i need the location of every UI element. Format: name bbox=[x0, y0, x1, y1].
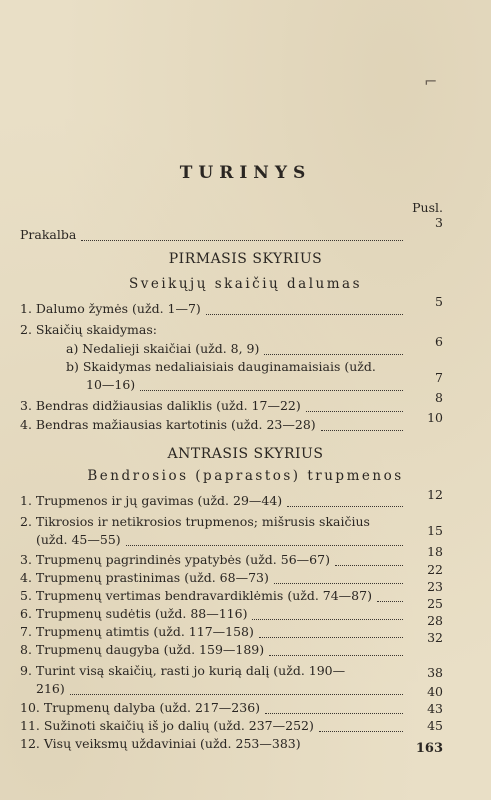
toc-entry-text: (užd. 45—55) bbox=[36, 532, 121, 547]
toc-entry[interactable] bbox=[36, 531, 406, 548]
dot-leader bbox=[321, 429, 403, 431]
toc-entry-text: 11. Sužinoti skaičių iš jo dalių (užd. 237—252) bbox=[20, 718, 314, 733]
toc-entry[interactable] bbox=[20, 300, 406, 317]
toc-entry-prakalba[interactable] bbox=[20, 226, 406, 243]
toc-entry-text: 2. Tikrosios ir netikrosios trupmenos; mišrusis skaičius bbox=[20, 514, 370, 529]
toc-entry-page: 45 bbox=[427, 718, 443, 733]
toc-entry-page: 7 bbox=[435, 370, 443, 385]
toc-entry[interactable] bbox=[66, 340, 406, 357]
dot-leader bbox=[81, 239, 403, 241]
toc-entry-page: 40 bbox=[427, 684, 443, 699]
toc-entry-text: 6. Trupmenų sudėtis (užd. 88—116) bbox=[20, 606, 248, 621]
dot-leader bbox=[140, 389, 403, 391]
toc-entry-text: 2. Skaičių skaidymas: bbox=[20, 322, 157, 337]
toc-entry[interactable] bbox=[20, 641, 406, 658]
dot-leader bbox=[319, 730, 403, 732]
part2-subtitle: Bendrosios (paprastos) trupmenos bbox=[87, 468, 404, 484]
dot-leader bbox=[206, 313, 403, 315]
dot-leader bbox=[70, 693, 403, 695]
toc-entry-text: a) Nedalieji skaičiai (užd. 8, 9) bbox=[66, 341, 260, 356]
toc-entry-text: 9. Turint visą skaičių, rasti jo kurią dalį (užd. 190— bbox=[20, 663, 346, 678]
dot-leader bbox=[287, 505, 403, 507]
dot-leader bbox=[265, 712, 403, 714]
toc-entry-text: 3. Bendras didžiausias daliklis (užd. 17—22) bbox=[20, 398, 301, 413]
toc-entry[interactable] bbox=[20, 699, 406, 716]
toc-entry-page: 12 bbox=[427, 487, 443, 502]
toc-entry-text: b) Skaidymas nedaliaisiais dauginamaisiais (užd. bbox=[66, 359, 376, 374]
toc-entry-text: 8. Trupmenų daugyba (užd. 159—189) bbox=[20, 642, 265, 657]
dot-leader bbox=[335, 564, 403, 566]
toc-entry[interactable] bbox=[20, 416, 406, 433]
page-number: 163 bbox=[415, 741, 443, 756]
dot-leader bbox=[269, 654, 403, 656]
toc-entry[interactable] bbox=[66, 358, 406, 375]
toc-entry-text: 10—16) bbox=[86, 377, 136, 392]
toc-entry-text: 216) bbox=[36, 681, 65, 696]
dot-leader bbox=[259, 636, 403, 638]
toc-entry[interactable] bbox=[20, 587, 406, 604]
toc-entry-page: 3 bbox=[435, 215, 443, 230]
toc-entry[interactable] bbox=[20, 623, 406, 640]
contents-title: TURINYS bbox=[179, 163, 312, 183]
toc-entry[interactable] bbox=[20, 717, 406, 734]
pencil-mark-icon: ⌐ bbox=[424, 72, 438, 91]
toc-entry[interactable] bbox=[20, 513, 416, 530]
dot-leader bbox=[377, 600, 403, 602]
toc-entry[interactable] bbox=[20, 662, 416, 679]
toc-entry-page: 15 bbox=[427, 523, 443, 538]
toc-entry-text: 4. Bendras mažiausias kartotinis (užd. 23—28) bbox=[20, 417, 316, 432]
toc-entry[interactable] bbox=[86, 376, 406, 393]
toc-entry-text: 5. Trupmenų vertimas bendravardiklėmis (užd. 74—87) bbox=[20, 588, 372, 603]
toc-entry-page: 25 bbox=[427, 596, 443, 611]
toc-entry-page: 22 bbox=[427, 562, 443, 577]
toc-entry-page: 43 bbox=[427, 701, 443, 716]
page-column-label: Pusl. bbox=[412, 200, 443, 215]
toc-entry-text: Prakalba bbox=[20, 227, 77, 242]
toc-entry-text: 1. Trupmenos ir jų gavimas (užd. 29—44) bbox=[20, 493, 283, 508]
toc-entry-text: 10. Trupmenų dalyba (užd. 217—236) bbox=[20, 700, 261, 715]
toc-entry[interactable] bbox=[20, 551, 406, 568]
toc-entry-page: 5 bbox=[435, 294, 443, 309]
toc-entry-page: 23 bbox=[427, 579, 443, 594]
toc-entry-text: 12. Visų veiksmų uždaviniai (užd. 253—383) bbox=[20, 736, 301, 751]
toc-entry-page: 8 bbox=[435, 390, 443, 405]
dot-leader bbox=[252, 618, 403, 620]
toc-entry[interactable] bbox=[20, 605, 406, 622]
toc-entry-text: 4. Trupmenų prastinimas (užd. 68—73) bbox=[20, 570, 269, 585]
part1-subtitle: Sveikųjų skaičių dalumas bbox=[128, 276, 363, 292]
toc-entry-page: 6 bbox=[435, 334, 443, 349]
toc-entry-text: 3. Trupmenų pagrindinės ypatybės (užd. 56—67) bbox=[20, 552, 330, 567]
toc-entry-text: 1. Dalumo žymės (užd. 1—7) bbox=[20, 301, 201, 316]
part2-title: ANTRASIS SKYRIUS bbox=[167, 446, 324, 462]
toc-entry-page: 10 bbox=[427, 410, 443, 425]
toc-entry[interactable] bbox=[20, 321, 406, 338]
dot-leader bbox=[306, 410, 403, 412]
toc-entry[interactable] bbox=[20, 569, 406, 586]
toc-entry-text: 7. Trupmenų atimtis (užd. 117—158) bbox=[20, 624, 254, 639]
part1-title: PIRMASIS SKYRIUS bbox=[168, 251, 323, 267]
dot-leader bbox=[126, 544, 403, 546]
toc-entry-page: 28 bbox=[427, 613, 443, 628]
dot-leader bbox=[264, 353, 403, 355]
dot-leader bbox=[274, 582, 403, 584]
toc-entry[interactable] bbox=[36, 680, 406, 697]
toc-entry[interactable] bbox=[20, 397, 406, 414]
toc-entry[interactable] bbox=[20, 492, 406, 509]
toc-entry-page: 32 bbox=[427, 630, 443, 645]
toc-entry-page: 18 bbox=[427, 544, 443, 559]
toc-entry[interactable] bbox=[20, 735, 406, 752]
toc-entry-page: 38 bbox=[427, 665, 443, 680]
